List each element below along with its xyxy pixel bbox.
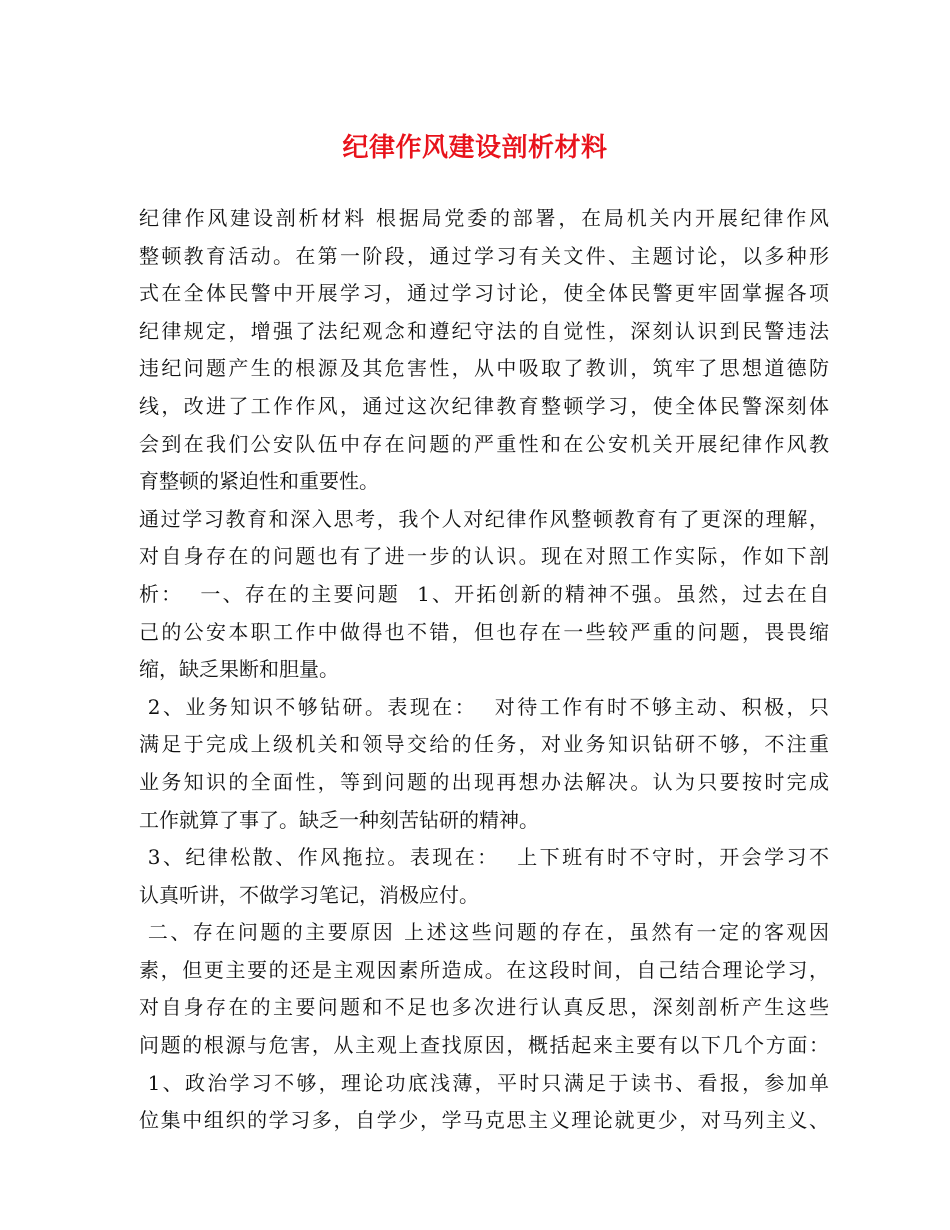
body-line: 纪律规定，增强了法纪观念和遵纪守法的自觉性，深刻认识到民警违法 xyxy=(139,318,829,343)
body-line: 3、纪律松散、作风拖拉。表现在： 上下班有时不守时，开会学习不 xyxy=(139,845,829,870)
body-line: 1、政治学习不够，理论功底浅薄，平时只满足于读书、看报，参加单 xyxy=(139,1070,829,1095)
body-line: 通过学习教育和深入思考，我个人对纪律作风整顿教育有了更深的理解， xyxy=(139,506,829,531)
body-line: 对自身存在的主要问题和不足也多次进行认真反思，深刻剖析产生这些 xyxy=(139,995,829,1020)
body-line: 会到在我们公安队伍中存在问题的严重性和在公安机关开展纪律作风教 xyxy=(139,431,829,456)
body-line: 位集中组织的学习多，自学少，学马克思主义理论就更少，对马列主义、 xyxy=(139,1108,829,1133)
body-line: 二、存在问题的主要原因 上述这些问题的存在，虽然有一定的客观因 xyxy=(139,920,829,945)
body-line: 认真听讲，不做学习笔记，消极应付。 xyxy=(139,882,479,907)
body-line: 业务知识的全面性，等到问题的出现再想办法解决。认为只要按时完成 xyxy=(139,769,829,794)
body-line: 违纪问题产生的根源及其危害性，从中吸取了教训，筑牢了思想道德防 xyxy=(139,356,829,381)
body-line: 问题的根源与危害，从主观上查找原因，概括起来主要有以下几个方面： xyxy=(139,1033,829,1058)
body-line: 育整顿的紧迫性和重要性。 xyxy=(139,469,379,494)
document-body xyxy=(139,200,829,1140)
body-line: 式在全体民警中开展学习，通过学习讨论，使全体民警更牢固掌握各项 xyxy=(139,281,829,306)
body-line: 线，改进了工作作风，通过这次纪律教育整顿学习，使全体民警深刻体 xyxy=(139,393,829,418)
body-line: 缩，缺乏果断和胆量。 xyxy=(139,657,339,682)
body-line: 析： 一、存在的主要问题 1、开拓创新的精神不强。虽然，过去在自 xyxy=(139,581,829,606)
body-line: 工作就算了事了。缺乏一种刻苦钻研的精神。 xyxy=(139,807,539,832)
document-title: 纪律作风建设剖析材料 xyxy=(342,133,608,163)
body-line: 整顿教育活动。在第一阶段，通过学习有关文件、主题讨论，以多种形 xyxy=(139,243,829,268)
body-line: 满足于完成上级机关和领导交给的任务，对业务知识钻研不够，不注重 xyxy=(139,732,829,757)
body-line: 素，但更主要的还是主观因素所造成。在这段时间，自己结合理论学习， xyxy=(139,957,829,982)
body-line: 2、业务知识不够钻研。表现在： 对待工作有时不够主动、积极，只 xyxy=(139,694,829,719)
body-line: 对自身存在的问题也有了进一步的认识。现在对照工作实际，作如下剖 xyxy=(139,544,829,569)
body-line: 己的公安本职工作中做得也不错，但也存在一些较严重的问题，畏畏缩 xyxy=(139,619,829,644)
body-line: 纪律作风建设剖析材料 根据局党委的部署，在局机关内开展纪律作风 xyxy=(139,206,829,230)
